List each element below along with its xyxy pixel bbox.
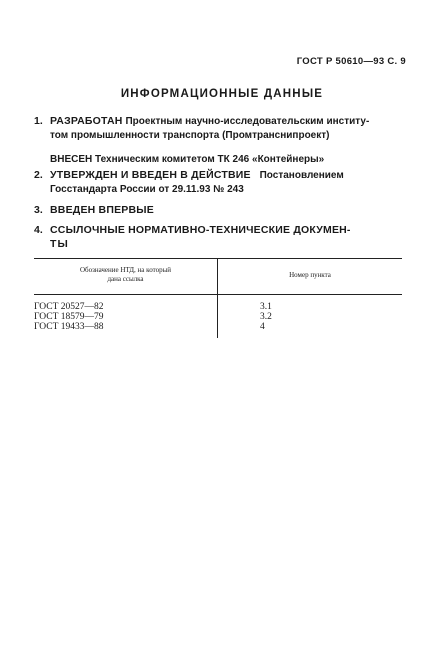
table-cell-document: ГОСТ 20527—82 bbox=[34, 302, 104, 312]
item-heading: ССЫЛОЧНЫЕ НОРМАТИВНО-ТЕХНИЧЕСКИЕ ДОКУМЕН- bbox=[50, 224, 351, 236]
table-top-rule bbox=[34, 258, 402, 259]
table-cell-point: 3.2 bbox=[260, 312, 272, 322]
table-column-divider bbox=[217, 258, 218, 338]
item-heading: РАЗРАБОТАН bbox=[50, 115, 123, 127]
item-heading-continued: ТЫ bbox=[50, 238, 69, 250]
page-header: ГОСТ Р 50610—93 С. 9 bbox=[296, 56, 406, 67]
table-cell-point: 4 bbox=[260, 322, 265, 332]
info-item-3 bbox=[34, 203, 404, 217]
item-number: 4. bbox=[34, 224, 43, 236]
item-text-continued: том промышленности транспорта (Промтранснипроект) bbox=[50, 130, 330, 141]
item-text-continued: Госстандарта России от 29.11.93 № 243 bbox=[50, 184, 244, 195]
info-item-1 bbox=[34, 114, 404, 167]
table-header-rule bbox=[34, 294, 402, 295]
item-number: 2. bbox=[34, 169, 43, 181]
table-header-document: Обозначение НТД, на который дана ссылка bbox=[79, 266, 172, 283]
info-item-4 bbox=[34, 223, 404, 251]
item-number: 3. bbox=[34, 204, 43, 216]
item-heading: УТВЕРЖДЕН И ВВЕДЕН В ДЕЙСТВИЕ bbox=[50, 169, 251, 181]
item-text: Проектным научно-исследовательским институ- bbox=[125, 116, 370, 127]
table-cell-document: ГОСТ 18579—79 bbox=[34, 312, 104, 322]
info-item-2 bbox=[34, 168, 404, 197]
table-cell-point: 3.1 bbox=[260, 302, 272, 312]
item-text: Постановлением bbox=[259, 170, 344, 181]
table-header-point: Номер пункта bbox=[289, 271, 331, 279]
document-title: ИНФОРМАЦИОННЫЕ ДАННЫЕ bbox=[120, 88, 324, 100]
item-heading: ВВЕДЕН ВПЕРВЫЕ bbox=[50, 204, 154, 216]
item-number: 1. bbox=[34, 115, 43, 127]
table-cell-document: ГОСТ 19433—88 bbox=[34, 322, 104, 332]
item-extra-text: ВНЕСЕН Техническим комитетом ТК 246 «Контейнеры» bbox=[50, 154, 325, 165]
